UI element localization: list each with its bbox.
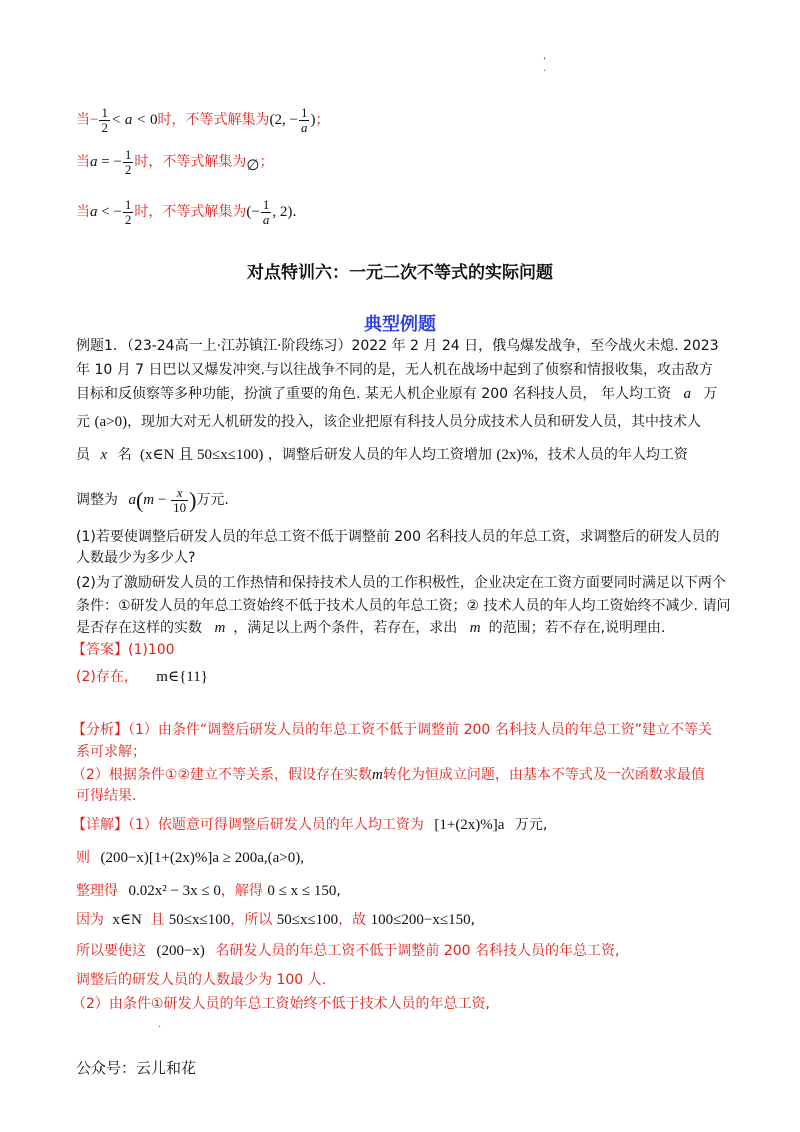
question-text: 是否存在这样的实数: [76, 620, 202, 636]
answer-1: (1)100: [128, 642, 175, 658]
detail-math: 0.02x² − 3x ≤ 0: [128, 883, 221, 899]
example-text: 目标和反侦察等多种功能，扮演了重要的角色. 某无人机企业原有 200 名科技人员， 年人均工资: [76, 386, 671, 402]
example-line-2: 年 10 月 7 日巴以又爆发冲突.与以往战争不同的是，无人机在战场中起到了侦察和情报收集，攻击敌方: [76, 362, 713, 378]
answer-line-1: [72, 640, 175, 660]
var-m: m: [469, 620, 481, 636]
var-x: x: [100, 447, 108, 463]
example-line-3: [76, 384, 717, 404]
detail-line-1: [72, 815, 547, 835]
analysis-text: （1）由条件“调整后研发人员的年总工资不低于调整前 200 名科技人员的年总工资”建立不等关: [128, 722, 713, 738]
subtitle: 典型例题: [364, 314, 436, 335]
example-text: 万: [703, 386, 718, 402]
math-expr: a(m − $\frac{x}{10}$ ): [128, 485, 197, 515]
case-pre: 当: [76, 111, 90, 128]
case-text: 时，不等式解集为: [134, 153, 247, 170]
footer-source: 公众号：云儿和花: [76, 1059, 197, 1077]
case-end: ；: [259, 153, 274, 170]
section-title: 对点特训六：一元二次不等式的实际问题: [247, 263, 553, 283]
example-text: 元: [76, 414, 90, 430]
math-pct: (2x)%: [496, 447, 534, 463]
analysis-line-1: [72, 720, 712, 740]
detail-math: 100≤200−x≤150: [370, 912, 471, 928]
detail-math: (200−x): [156, 943, 205, 959]
example-text: ，技术人员的年人均工资: [533, 447, 688, 463]
case-text: 时，不等式解集为: [134, 203, 247, 220]
analysis-line-3: [72, 765, 705, 785]
case-result-math: (2, − $\frac{1}{a}$ ): [269, 105, 316, 135]
case-line-1: [76, 106, 329, 135]
detail-math: (200−x)[1+(2x)%]a ≥ 200a,(a>0),: [100, 850, 304, 866]
example-line-4: [76, 412, 701, 432]
detail-label: 【详解】: [72, 817, 128, 833]
detail-math: 50≤x≤100: [276, 912, 339, 928]
detail-line-5: [76, 941, 619, 961]
detail-line-2: [76, 848, 304, 868]
detail-text: 整理得: [76, 883, 118, 899]
case-cond-math: a < − $\frac{1}{2}$: [90, 197, 132, 227]
var-m: m: [214, 620, 226, 636]
empty-set-symbol: ∅: [246, 157, 260, 174]
detail-text: （1）依题意可得调整后研发人员的年人均工资为: [128, 817, 424, 833]
answer-2-math: m∈{11}: [156, 669, 208, 685]
var-m: m: [372, 767, 383, 783]
detail-text: 则: [76, 850, 90, 866]
detail-math: x∈N: [112, 912, 142, 928]
case-end: ；: [315, 111, 330, 128]
corner-mark: ': [543, 56, 546, 67]
question-2-line-3: [76, 618, 666, 638]
detail-text: ,: [470, 912, 476, 928]
detail-math: [1+(2x)%]a: [434, 817, 505, 833]
detail-line-3: [76, 881, 341, 901]
question-1-line-1: (1)若要使调整后研发人员的年总工资不低于调整前 200 名科技人员的年总工资，求调整后的研发人员的: [76, 529, 720, 545]
detail-line-6: 调整后的研发人员的人数最少为 100 人.: [76, 972, 327, 988]
analysis-text: 转化为恒成立问题，由基本不等式及一次函数求最值: [382, 767, 705, 783]
example-text: ，现加大对无人机研发的投入，该企业把原有科技人员分成技术人员和研发人员，其中技术人: [127, 414, 702, 430]
detail-text: ，故: [338, 912, 367, 928]
example-text: 万元.: [196, 491, 229, 508]
question-2-line-1: (2)为了激励研发人员的工作热情和保持技术人员的工作积极性，企业决定在工资方面要同时满足以下两个: [76, 575, 726, 591]
detail-math: 50≤x≤100: [168, 912, 231, 928]
detail-text: 名研发人员的年总工资不低于调整前 200 名科技人员的年总工资,: [215, 943, 620, 959]
answer-label: 【答案】: [72, 642, 128, 658]
case-cond-math: − $\frac{1}{2}$ < a < 0: [90, 105, 158, 135]
case-pre: 当: [76, 153, 90, 170]
question-2-line-2: 条件：①研发人员的年总工资始终不低于技术人员的年总工资；② 技术人员的年人均工资始终不减少. 请问: [76, 598, 731, 614]
case-line-3: [76, 198, 306, 227]
math-cond: (a>0): [94, 414, 128, 430]
var-a: a: [683, 386, 691, 402]
example-text: 名: [117, 447, 132, 463]
detail-text: 因为: [76, 912, 104, 928]
example-line-5: [76, 445, 688, 465]
example-text: 调整为: [76, 491, 118, 508]
case-cond-math: a = − $\frac{1}{2}$: [90, 147, 132, 177]
case-pre: 当: [76, 203, 90, 220]
case-text: 时，不等式解集为: [157, 111, 270, 128]
case-end: ．: [292, 203, 307, 220]
example-line-1: 例题1．（23-24高一上·江苏镇江·阶段练习）2022 年 2 月 24 日，俄乌爆发战争，至今战火未熄. 2023: [76, 338, 719, 354]
detail-line-4: [76, 910, 475, 930]
stray-dot: ·: [158, 1022, 162, 1033]
analysis-line-2: 系可求解；: [76, 744, 146, 760]
case-line-2: [76, 148, 274, 177]
detail-text: 且: [150, 912, 165, 928]
case-result-math: (− $\frac{1}{a}$ , 2): [246, 197, 293, 227]
question-text: ，满足以上两个条件，若存在，求出: [233, 620, 458, 636]
example-text: ，调整后研发人员的年人均工资增加: [267, 447, 492, 463]
corner-mark-dot: ·: [543, 66, 547, 77]
detail-text: ，解得: [220, 883, 263, 899]
analysis-line-4: 可得结果.: [76, 788, 137, 804]
question-text: 的范围；若不存在,说明理由.: [488, 620, 666, 636]
question-1-line-2: 人数最少为多少人?: [76, 550, 196, 566]
example-text: 员: [76, 447, 90, 463]
detail-text: 所以要使这: [76, 943, 146, 959]
math-cond: (x∈N 且 50≤x≤100): [140, 447, 264, 463]
answer-line-2: [76, 667, 208, 687]
analysis-text: （2）根据条件①②建立不等关系，假设存在实数: [72, 767, 373, 783]
detail-math: 0 ≤ x ≤ 150: [267, 883, 337, 899]
detail-text: ,: [336, 883, 341, 899]
detail-text: ，所以: [230, 912, 273, 928]
example-line-6: [76, 486, 229, 515]
answer-2-text: (2)存在，: [76, 669, 138, 685]
detail-line-7: （2）由条件①研发人员的年总工资始终不低于技术人员的年总工资,: [72, 996, 490, 1012]
detail-text: 万元,: [514, 817, 548, 833]
analysis-label: 【分析】: [72, 722, 128, 738]
